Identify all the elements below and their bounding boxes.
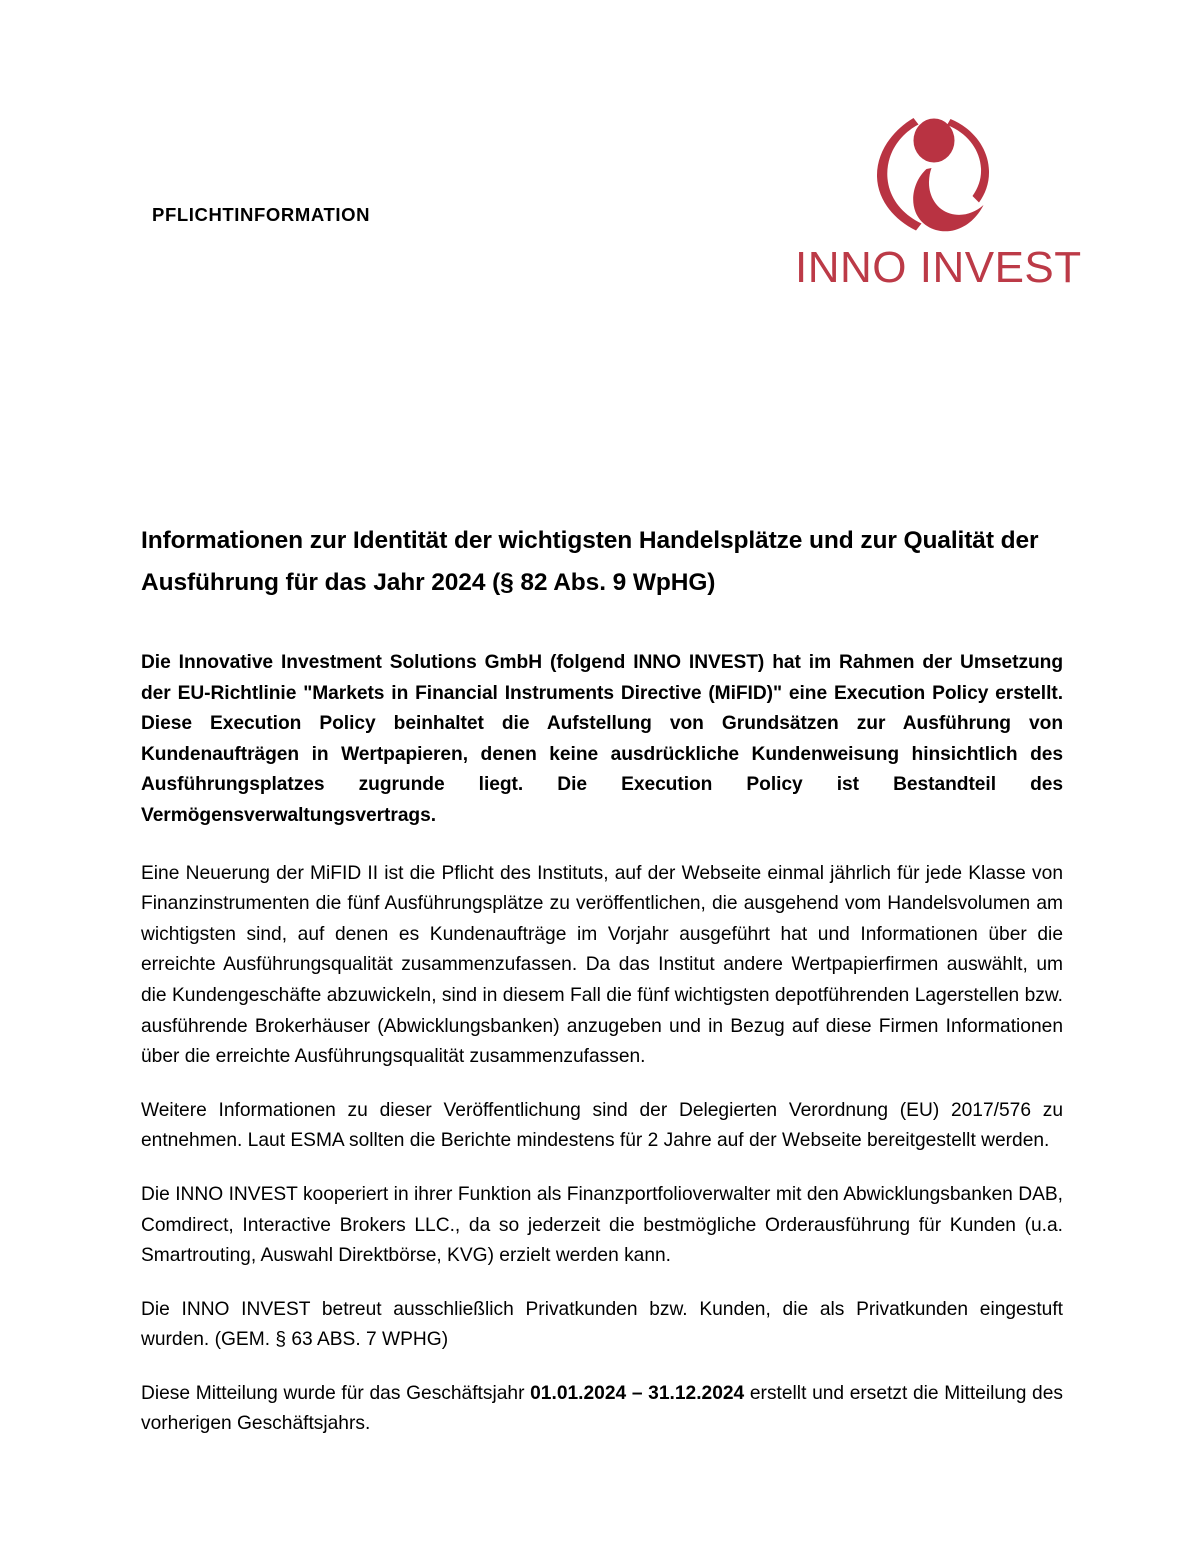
fiscal-notice-prefix: Diese Mitteilung wurde für das Geschäftsjahr: [141, 1382, 531, 1404]
paragraph-mifid-ii: Eine Neuerung der MiFID II ist die Pflicht des Instituts, auf der Webseite einmal jährlich für jede Klasse von Finanzinstrumenten die fünf Ausführungsplätze zu veröffentlichen, die ausgehend vom Handelsvolumen am wichtigsten sind, auf denen es Kundenaufträge im Vorjahr ausgeführt hat und Informationen über die erreichte Ausführungsqualität zusammenzufassen. Da das Institut andere Wertpapierfirmen auswählt, um die Kundengeschäfte abzuwickeln, sind in diesem Fall die fünf wichtigsten depotführenden Lagerstellen bzw. ausführende Brokerhäuser (Abwicklungsbanken) anzugeben und in Bezug auf diese Firmen Informationen über die erreichte Ausführungsqualität zusammenzufassen.: [141, 862, 1063, 1068]
document-header: [0, 0, 1199, 330]
paragraph-retail-clients: Die INNO INVEST betreut ausschließlich Privatkunden bzw. Kunden, die als Privatkunden eingestuft wurden. (GEM. § 63 ABS. 7 WPHG): [141, 1298, 1063, 1351]
fiscal-notice-suffix: erstellt und ersetzt die Mitteilung des vorherigen Geschäftsjahrs.: [141, 1382, 1063, 1435]
page-kicker: PFLICHTINFORMATION: [152, 204, 371, 225]
company-logo: [795, 112, 1080, 297]
paragraph-fiscal-year-notice: [141, 1379, 1063, 1440]
fiscal-year-period: 01.01.2024 – 31.12.2024: [530, 1382, 745, 1404]
logo-wordmark: INNO INVEST: [795, 243, 1082, 292]
paragraph-cooperation: Die INNO INVEST kooperiert in ihrer Funktion als Finanzportfolioverwalter mit den Abwicklungsbanken DAB, Comdirect, Interactive Brokers LLC., da so jederzeit die bestmögliche Orderausführung für Kunden (u.a. Smartrouting, Auswahl Direktbörse, KVG) erzielt werden kann.: [141, 1183, 1063, 1267]
page-title: Informationen zur Identität der wichtigsten Handelsplätze und zur Qualität der Ausführung für das Jahr 2024 (§ 82 Abs. 9 WpHG): [141, 527, 1039, 597]
paragraph-intro: Die Innovative Investment Solutions GmbH (folgend INNO INVEST) hat im Rahmen der Umsetzung der EU-Richtlinie "Markets in Financial Instruments Directive (MiFID)" eine Execution Policy erstellt. Diese Execution Policy beinhaltet die Aufstellung von Grundsätzen zur Ausführung von Kundenaufträgen in Wertpapieren, denen keine ausdrückliche Kundenweisung hinsichtlich des Ausführungsplatzes zugrunde liegt. Die Execution Policy ist Bestandteil des Vermögensverwaltungsvertrags.: [141, 652, 1063, 826]
paragraph-stack: [141, 648, 1063, 1440]
inno-invest-logo-icon: [870, 112, 998, 234]
paragraph-delegated-regulation: Weitere Informationen zu dieser Veröffentlichung sind der Delegierten Verordnung (EU) 2017/576 zu entnehmen. Laut ESMA sollten die Berichte mindestens für 2 Jahre auf der Webseite bereitgestellt werden.: [141, 1099, 1063, 1152]
